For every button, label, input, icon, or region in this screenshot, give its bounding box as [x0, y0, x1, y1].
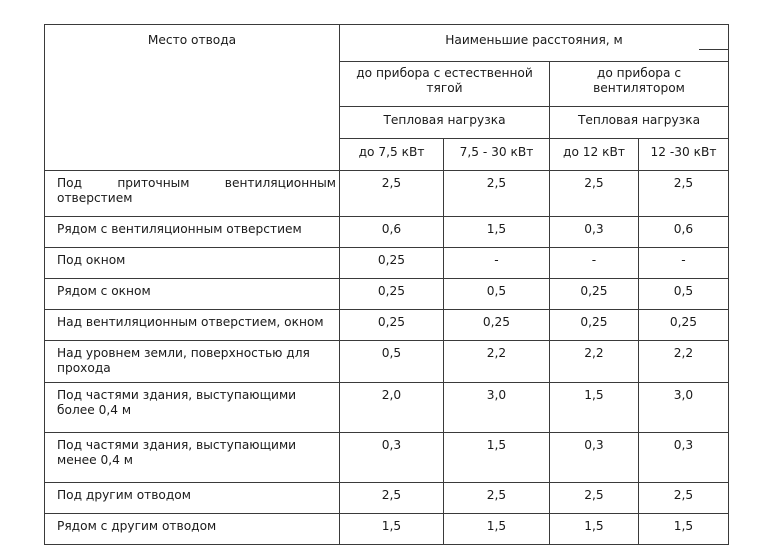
table-row: [45, 310, 729, 341]
cell-value: 2,5: [550, 171, 639, 217]
cell-value: 1,5: [444, 217, 550, 248]
cell-value: 2,5: [340, 171, 444, 217]
cell-value: 3,0: [444, 383, 550, 433]
cell-value: 0,25: [340, 310, 444, 341]
cell-value: 1,5: [340, 514, 444, 545]
cell-value: 0,25: [550, 310, 639, 341]
cell-value: 2,5: [444, 483, 550, 514]
table-row: [45, 279, 729, 310]
cell-value: 0,25: [340, 248, 444, 279]
cell-value: 0,3: [550, 433, 639, 483]
cell-value: 0,5: [444, 279, 550, 310]
cell-value: 1,5: [639, 514, 729, 545]
row-label: Над вентиляционным отверстием, окном: [45, 310, 340, 341]
row-label: Под частями здания, выступающими менее 0,4 м: [45, 433, 340, 483]
header-sub-2: 7,5 - 30 кВт: [444, 139, 550, 171]
row-label: Над уровнем земли, поверхностью для прохода: [45, 341, 340, 383]
cell-value: 0,5: [340, 341, 444, 383]
row-label: Под другим отводом: [45, 483, 340, 514]
row-label: Рядом с другим отводом: [45, 514, 340, 545]
cell-value: 1,5: [444, 514, 550, 545]
cell-value: 0,25: [550, 279, 639, 310]
cell-value: 1,5: [444, 433, 550, 483]
header-sub-3: до 12 кВт: [550, 139, 639, 171]
table-row: [45, 248, 729, 279]
cell-value: 0,6: [639, 217, 729, 248]
table-row: [45, 171, 729, 217]
cell-value: 3,0: [639, 383, 729, 433]
cell-value: 0,25: [444, 310, 550, 341]
cell-value: 2,2: [639, 341, 729, 383]
header-fan: до прибора с вентилятором: [550, 62, 729, 107]
cell-value: 2,5: [550, 483, 639, 514]
cell-value: 1,5: [550, 383, 639, 433]
header-sub-1: до 7,5 кВт: [340, 139, 444, 171]
distances-table: [44, 24, 729, 545]
cell-value: 2,5: [639, 483, 729, 514]
cell-value: -: [444, 248, 550, 279]
cell-value: 0,5: [639, 279, 729, 310]
cell-value: -: [550, 248, 639, 279]
cell-value: 0,6: [340, 217, 444, 248]
cell-value: 0,25: [639, 310, 729, 341]
header-heat-load-natural: Тепловая нагрузка: [340, 107, 550, 139]
row-label: Под окном: [45, 248, 340, 279]
cell-value: 0,3: [639, 433, 729, 483]
cell-value: 0,25: [340, 279, 444, 310]
cell-value: 0,3: [340, 433, 444, 483]
table-row: [45, 483, 729, 514]
row-label: Под приточным вентиляционным отверстием: [45, 171, 340, 217]
cell-value: 2,2: [444, 341, 550, 383]
row-label: Под частями здания, выступающими более 0,4 м: [45, 383, 340, 433]
table-row: [45, 217, 729, 248]
cell-value: 2,5: [340, 483, 444, 514]
row-label: Рядом с вентиляционным отверстием: [45, 217, 340, 248]
table-row: [45, 341, 729, 383]
table-row: [45, 514, 729, 545]
cell-value: 2,2: [550, 341, 639, 383]
cell-value: 0,3: [550, 217, 639, 248]
cell-value: 2,0: [340, 383, 444, 433]
table-row: [45, 433, 729, 483]
header-natural-draft: до прибора с естественной тягой: [340, 62, 550, 107]
stray-rule-line: [699, 49, 728, 50]
cell-value: 2,5: [444, 171, 550, 217]
header-sub-4: 12 -30 кВт: [639, 139, 729, 171]
header-heat-load-fan: Тепловая нагрузка: [550, 107, 729, 139]
cell-value: -: [639, 248, 729, 279]
row-label: Рядом с окном: [45, 279, 340, 310]
header-distances: Наименьшие расстояния, м: [340, 25, 729, 62]
table-row: [45, 383, 729, 433]
header-place: Место отвода: [45, 25, 340, 171]
cell-value: 1,5: [550, 514, 639, 545]
cell-value: 2,5: [639, 171, 729, 217]
